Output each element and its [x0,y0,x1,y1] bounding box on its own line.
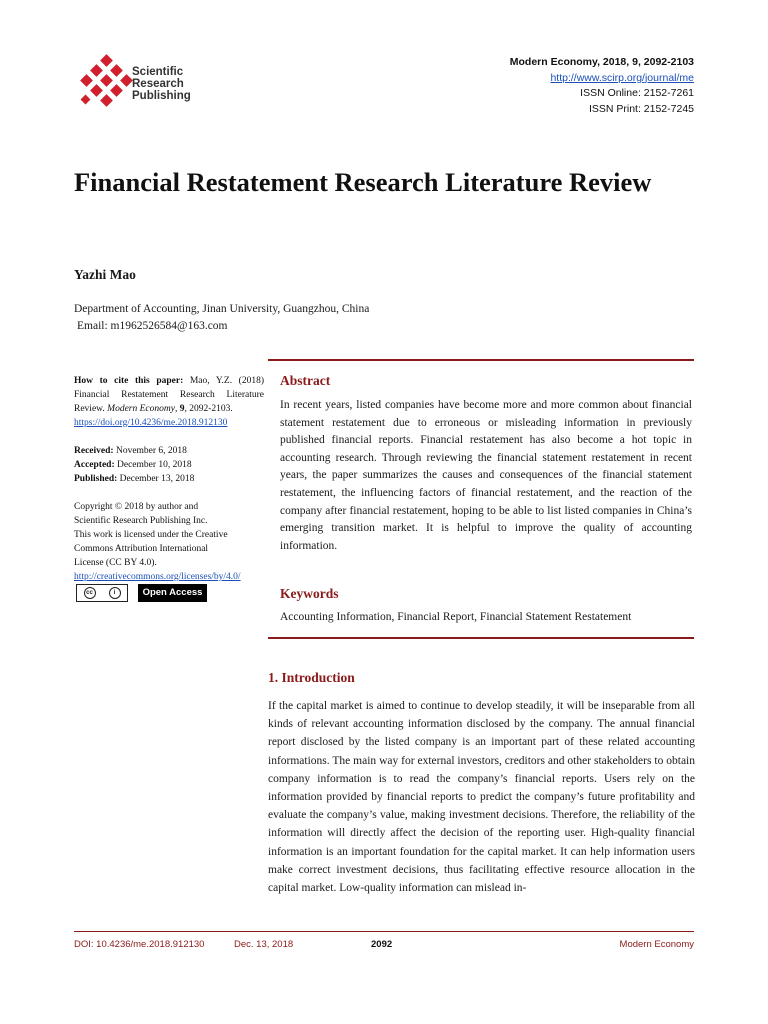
publisher-name [132,66,191,102]
cite-pages: , 2092-2103. [184,404,233,414]
copyright-notice [74,500,264,584]
author-email: Email: m1962526584@163.com [77,320,228,332]
affiliation-text: Department of Accounting, Jinan University, Guangzhou, China [74,303,370,315]
cite-separator: , [174,404,180,414]
abstract-heading: Abstract [280,373,331,388]
author-affiliation [74,301,369,335]
introduction-heading: 1. Introduction [268,670,355,685]
license-link[interactable]: http://creativecommons.org/licenses/by/4.0/ [74,572,241,582]
cite-journal: Modern Economy [107,404,175,414]
accepted-date: December 10, 2018 [114,460,192,470]
publisher-logo-icon [76,54,136,114]
cite-text: Mao, Y.Z. (2018) Financial Restatement Research Literature Review. [74,376,264,414]
cite-label: How to cite this paper: [74,376,184,386]
publisher-name-line: Scientific [132,66,184,78]
cite-volume: 9 [179,404,185,414]
copyright-line: License (CC BY 4.0). [74,558,157,568]
cite-doi-link[interactable]: https://doi.org/10.4236/me.2018.912130 [74,418,228,428]
issn-print: ISSN Print: 2152-7245 [588,102,694,115]
abstract-text: In recent years, listed companies have become more and more common about financial statement restatement due to erroneous or misleading information in previously published financial reports. Financial restatement has also become a hot topic in accounting research. Through reviewing the financial statement restatement in recent years, the paper summarizes the causes and consequences of the financial statement restatement, the influencing factors of financial restatement, and the reaction of the company after financial restatement, hoping to be able to list listed companies in China’s emerging transition market. It is helpful to improve the quality of accounting information. [280,399,692,552]
journal-meta [510,55,694,117]
footer-date: Dec. 13, 2018 [234,939,294,950]
received-date: November 6, 2018 [113,446,187,456]
published-date: December 13, 2018 [117,474,195,484]
keywords-heading: Keywords [280,586,339,601]
introduction-text: If the capital market is aimed to continue to develop steadily, it will be inseparable from all kinds of relevant accounting information disclosed by the company. The annual financial report disclosed by the listed company is an important part of these related accounting informations. The main way for external investors, creditors and other stakeholders to obtain company information is to read the company’s financial reports. Users rely on the information provided by financial reports to predict the company’s future profitability and evaluate the company’s value, making investment decisions. Therefore, the reliability of the information will directly affect the decision of the reporting user. High-quality financial information is an important foundation for the capital market. It can help information users make correct investment decisions, thus facilitating effective resource allocation in the capital market. Low-quality information can mislead in- [268,700,695,895]
issn-online: ISSN Online: 2152-7261 [580,87,694,99]
copyright-line: Scientific Research Publishing Inc. [74,516,208,526]
footer-rule [74,931,694,932]
open-access-badge: Open Access [138,584,207,602]
published-label: Published: [74,474,118,484]
journal-url-link[interactable]: http://www.scirp.org/journal/me [550,71,694,84]
journal-citation: Modern Economy, 2018, 9, 2092-2103 [509,56,694,68]
copyright-line: This work is licensed under the Creative [74,530,228,540]
accepted-label: Accepted: [74,460,115,470]
keywords-text: Accounting Information, Financial Report, Financial Statement Restatement [280,611,632,623]
publisher-name-line: Research [132,78,184,90]
footer-doi: DOI: 10.4236/me.2018.912130 [74,939,205,950]
keywords-bottom-rule [268,637,694,639]
by-icon: i [109,587,121,599]
cc-by-badge-icon[interactable] [76,584,128,602]
publisher-name-line: Publishing [132,90,191,102]
abstract-top-rule [268,359,694,361]
paper-title: Financial Restatement Research Literature Review [74,167,652,197]
footer-journal: Modern Economy [619,939,694,950]
copyright-line: Copyright © 2018 by author and [74,502,199,512]
received-label: Received: [74,446,114,456]
how-to-cite [74,374,264,430]
cc-icon: cc [84,587,96,599]
publication-dates [74,444,264,486]
copyright-line: Commons Attribution International [74,544,209,554]
author-name: Yazhi Mao [74,267,136,282]
footer-page-number: 2092 [371,939,393,950]
